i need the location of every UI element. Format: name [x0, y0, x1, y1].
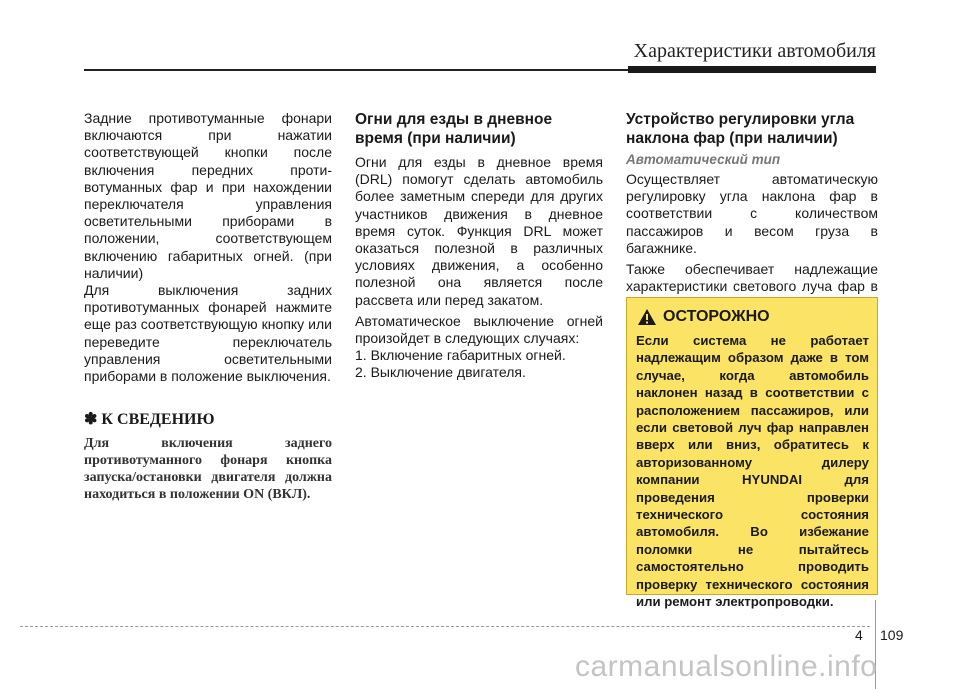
leveling-subheading: Автоматический тип [626, 152, 781, 167]
list-item: 2. Выключение двигателя. [355, 364, 526, 381]
page-header-title: Характеристики автомобиля [633, 40, 876, 62]
leveling-heading: Устройство регулировки угла наклона фар (при наличии) [626, 111, 855, 147]
header-bar [628, 66, 876, 73]
page-number: 109 [880, 627, 904, 643]
warning-triangle-icon [637, 308, 657, 326]
note-title: ✽ К СВЕДЕНИЮ [84, 411, 215, 429]
header-rule [84, 69, 628, 71]
warning-text: Если система не работает надлежащим образом даже в том случае, когда автомобиль наклонен назад в соответствии с расположением пассажиров, или если световой луч фар направлен вверх или вниз, обратитесь к авторизованному дилеру компании HYUNDAI для проведения проверки технического состояния автомобиля. Во избежание поломки не пытайтесь самостоятельно проводить проверку технического состояния или ремонт электропроводки. [636, 333, 869, 610]
chapter-number: 4 [855, 627, 863, 643]
drl-heading: Огни для езды в дневное время (при наличии) [355, 111, 553, 147]
column-left [84, 110, 332, 503]
watermark: carmanualsonline.info [575, 650, 878, 683]
list-item: 1. Включение габаритных огней. [355, 347, 566, 364]
warning-title: ОСТОРОЖНО [663, 308, 770, 325]
column-right [626, 110, 878, 317]
leveling-paragraph-1: Осуществляет автоматическую регулировку угла наклона фар в соответствии с количеством пассажиров и весом груза в багажнике. [626, 171, 878, 256]
column-middle [355, 110, 603, 382]
warning-header [637, 308, 770, 326]
drl-auto-off-paragraph: Автоматическое выключение огней произойдет в следующих случаях: [355, 312, 603, 347]
rear-fog-off-paragraph: Для выключения задних противотуманных фонарей нажмите еще раз соответствующую кнопку или переведите переключатель управления осветительными приборами в положение выключения. [84, 282, 332, 385]
footer-rule [20, 626, 870, 628]
rear-fog-on-paragraph: Задние противотуманные фонари включаются при нажатии соответствующей кнопки после включения передних проти- вотуманных фар и при нахождении переключателя управления осветительными приборами в положении, соответствующем включению габаритных огней. (при наличии) [84, 110, 332, 281]
note-text: Для включения заднего противотуманного фонаря кнопка запуска/остановки двигателя должна находиться в положении ON (ВКЛ). [84, 436, 332, 503]
warning-box [626, 297, 878, 610]
leveling-paragraph-2: Также обеспечивает надлежащие характеристики светового луча фар в [626, 261, 878, 295]
drl-paragraph: Огни для езды в дневное время (DRL) помогут сделать автомобиль более заметным спереди для других участников движения в дневное время суток. Функция DRL может оказаться полезной в различных условиях движения, а особенно полезной она является после рассвета или перед закатом. [355, 154, 603, 308]
